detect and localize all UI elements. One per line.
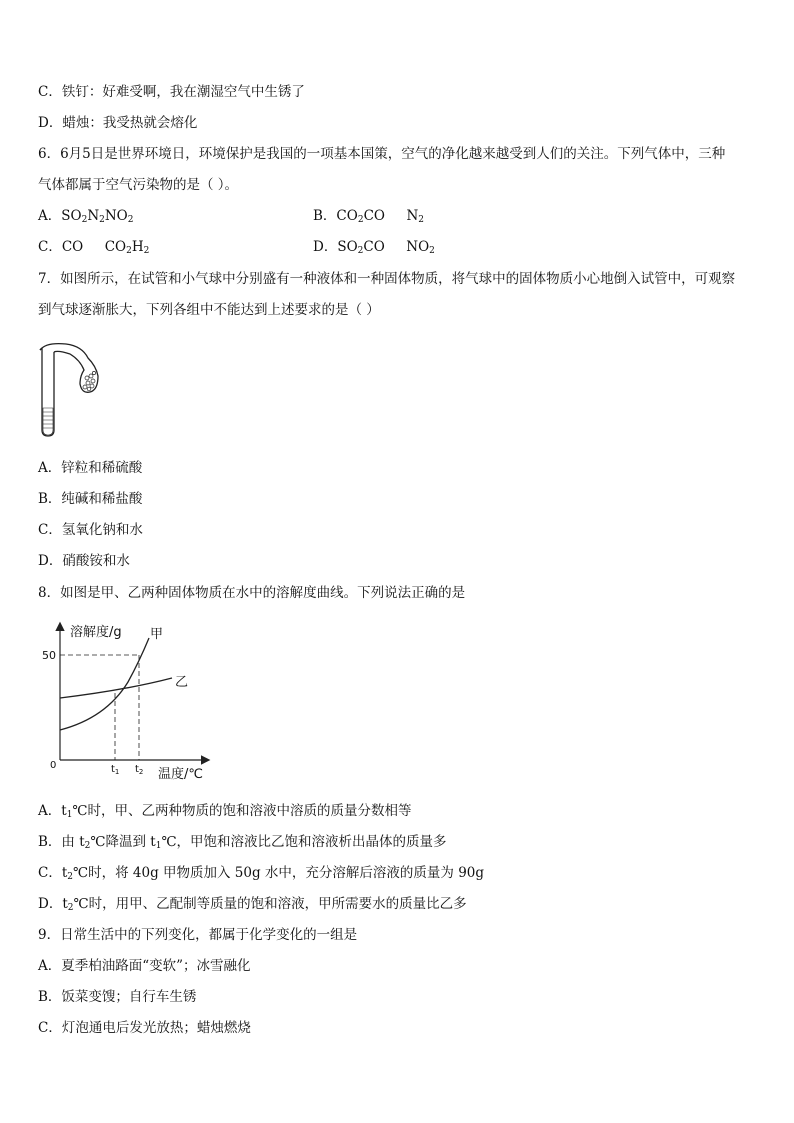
x-tick-t2: $t_2$	[135, 764, 144, 776]
q9-option-b: B．饭菜变馊；自行车生锈	[38, 989, 197, 1005]
q7-option-c: C．氢氧化钠和水	[38, 522, 143, 538]
series-yi-curve	[60, 678, 172, 698]
test-tube-balloon-figure	[36, 338, 106, 440]
q5-option-d: D．蜡烛：我受热就会熔化	[38, 115, 198, 131]
q6-option-d: D．$SO_2CO$ $NO_2$	[313, 239, 435, 256]
q6-stem-line2: 气体都属于空气污染物的是（ ）。	[38, 177, 239, 193]
q7-stem-line1: 7．如图所示，在试管和小气球中分别盛有一种液体和一种固体物质，将气球中的固体物质小心地倒入试管中，可观察	[38, 271, 736, 287]
balloon-outline	[40, 344, 98, 393]
q7-option-b: B．纯碱和稀盐酸	[38, 491, 143, 507]
y-axis-label: 溶解度/g	[70, 625, 122, 640]
q7-stem-line2: 到气球逐渐胀大，下列各组中不能达到上述要求的是（ ）	[38, 302, 380, 318]
q5-option-c: C．铁钉：好难受啊，我在潮湿空气中生锈了	[38, 84, 305, 100]
q7-option-d: D．硝酸铵和水	[38, 553, 130, 569]
q6-option-b: B．$CO_2CO$ $N_2$	[313, 208, 424, 225]
origin-label: 0	[50, 760, 57, 771]
q9-option-a: A．夏季柏油路面“变软”；冰雪融化	[38, 958, 251, 974]
series-jia-label: 甲	[150, 627, 164, 642]
q9-option-c: C．灯泡通电后发光放热；蜡烛燃烧	[38, 1020, 251, 1036]
q7-option-a: A．锌粒和稀硫酸	[38, 460, 143, 476]
q6-option-a: A．$SO_2N_2NO_2$	[38, 208, 134, 225]
series-jia-curve	[60, 638, 149, 730]
solubility-curve-chart	[36, 618, 226, 786]
y-tick-50: 50	[42, 649, 56, 662]
q8-stem: 8．如图是甲、乙两种固体物质在水中的溶解度曲线。下列说法正确的是	[38, 585, 466, 601]
q9-stem: 9．日常生活中的下列变化，都属于化学变化的一组是	[38, 927, 358, 943]
series-yi-label: 乙	[175, 675, 189, 690]
q8-option-d: D．$t_2℃$时，用甲、乙配制等质量的饱和溶液，甲所需要水的质量比乙多	[38, 896, 467, 913]
q6-option-c: C．CO $CO_2H_2$	[38, 239, 150, 256]
q6-stem-line1: 6．6月5日是世界环境日，环境保护是我国的一项基本国策，空气的净化越来越受到人们的关注。下列气体中，三种	[38, 146, 726, 162]
test-tube-outline	[42, 348, 54, 436]
solid-particles	[83, 371, 96, 390]
q8-option-b: B．由 $t_2℃$降温到 $t_1℃$，甲饱和溶液比乙饱和溶液析出晶体的质量多	[38, 834, 447, 851]
q8-option-c: C．$t_2℃$时，将 40g 甲物质加入 50g 水中，充分溶解后溶液的质量为 90g	[38, 865, 485, 882]
x-tick-t1: $t_1$	[111, 764, 120, 776]
q8-option-a: A．$t_1℃$时，甲、乙两种物质的饱和溶液中溶质的质量分数相等	[38, 803, 412, 820]
x-axis-label: 温度/℃	[158, 767, 203, 782]
